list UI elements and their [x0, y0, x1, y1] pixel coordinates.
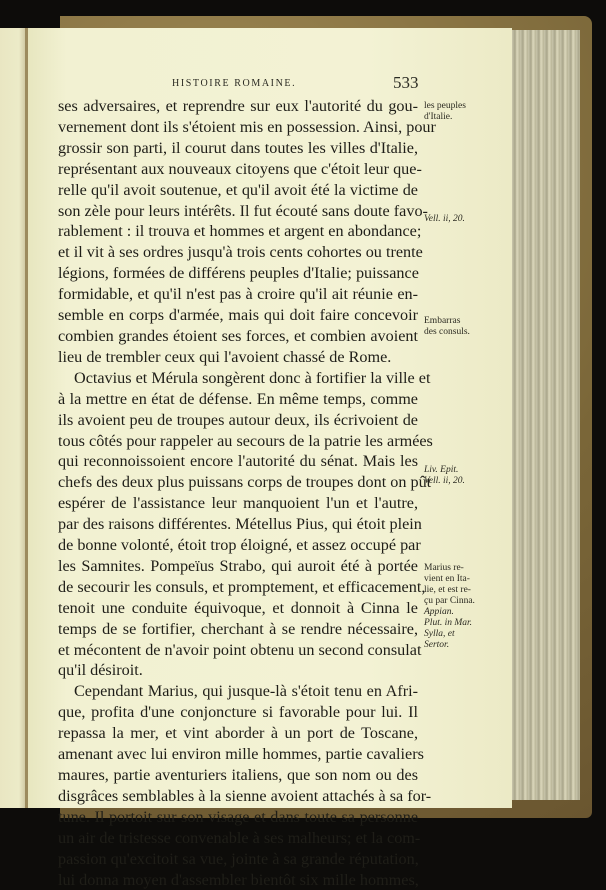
margin-note-line: çu par Cinna.	[424, 596, 475, 606]
margin-note-line: Sertor.	[424, 640, 450, 650]
body-text	[58, 96, 436, 890]
facing-page-edge	[0, 28, 27, 808]
margin-note-marius	[424, 563, 475, 607]
text-line: que, profita d'une conjoncture si favorable pour lui. Il	[58, 703, 418, 722]
margin-note-liv-vell	[424, 465, 465, 487]
text-line: temps de se fortifier, cherchant à se rendre nécessaire,	[58, 619, 418, 638]
margin-note-line: Appian.	[424, 607, 454, 617]
text-line: lieu de trembler ceux qui l'avoient chassé de Rome.	[58, 347, 392, 366]
text-line: Octavius et Mérula songèrent donc à fortifier la ville et	[74, 368, 431, 387]
text-line: ses adversaires, et reprendre sur eux l'autorité du gou-	[58, 97, 418, 115]
margin-note-line: les peuples	[424, 101, 466, 111]
text-line: et mécontent de n'avoir point obtenu un second consulat	[58, 640, 422, 659]
margin-note-line: Liv. Epit.	[424, 465, 459, 475]
text-line: maures, partie aventuriers italiens, que son nom ou des	[58, 766, 418, 784]
margin-note-line: Sylla, et	[424, 629, 455, 639]
text-line: de bonne volonté, étoit trop éloigné, et assez occupé par	[58, 536, 421, 555]
text-line: et il vit à ses ordres jusqu'à trois cents cohortes ou trente	[58, 243, 423, 262]
text-line: espérer de l'assistance leur manquoient l'un et l'autre,	[58, 494, 418, 513]
margin-note-appian	[424, 607, 472, 651]
text-line: tenoit une conduite équivoque, et donnoit à Cinna le	[58, 598, 418, 617]
margin-note-line: d'Italie.	[424, 112, 453, 122]
margin-note-line: Plut. in Mar.	[424, 618, 473, 628]
gutter	[25, 28, 28, 808]
page-block-edges	[510, 30, 580, 800]
text-line: semble en corps d'armée, mais qui doit faire concevoir	[58, 306, 418, 325]
margin-note-line: vient en Ita-	[424, 574, 470, 584]
text-line: vernement dont ils s'étoient mis en possession. Ainsi, pour	[58, 117, 436, 136]
text-line: les Samnites. Pompeïus Strabo, qui auroit été à portée	[58, 556, 418, 575]
margin-note-line: Vell. ii, 20.	[424, 476, 465, 486]
margin-note-embarras	[424, 316, 470, 338]
margin-note-line: lie, et est re-	[424, 585, 471, 595]
margin-note-peuples	[424, 101, 466, 123]
margin-note-line: Marius re-	[424, 563, 464, 573]
margin-note-line: des consuls.	[424, 327, 470, 337]
text-line: chefs des deux plus puissans corps de troupes dont on pût	[58, 473, 432, 492]
text-line: rablement : il trouva et hommes et argent en abondance;	[58, 222, 422, 241]
text-line: représentant aux nouveaux citoyens que c'étoit leur que-	[58, 159, 422, 178]
text-line: son zèle pour leurs intérêts. Il fut écouté sans doute favo-	[58, 201, 428, 220]
paragraph	[58, 368, 433, 682]
text-line: tune. Il portoit sur son visage et dans toute sa personne	[58, 807, 418, 826]
text-line: relle qu'il avoit soutenue, et qu'il avoit été la victime de	[58, 180, 418, 199]
text-line: un air de tristesse convenable à ses malheurs; et la com-	[58, 828, 421, 847]
text-line: grossir son parti, il courut dans toutes les villes d'Italie,	[58, 138, 418, 157]
paragraph	[58, 681, 432, 890]
margin-note-line: Embarras	[424, 316, 461, 326]
text-line: tous côtés pour rappeler au secours de la patrie les armées	[58, 431, 433, 450]
text-line: amenant avec lui environ mille hommes, partie cavaliers	[58, 745, 424, 764]
text-line: combien grandes étoient ses forces, et combien avoient	[58, 326, 418, 345]
text-line: qui reconnoissoient encore l'autorité du sénat. Mais les	[58, 452, 418, 471]
margin-note-vell	[424, 214, 465, 225]
text-line: légions, formées de différens peuples d'Italie; puissance	[58, 264, 419, 283]
text-line: lui donna moyen d'assembler bientôt six mille hommes,	[58, 870, 419, 889]
text-line: repassa la mer, et vint aborder à un port de Toscane,	[58, 724, 418, 743]
text-line: de secourir les consuls, et promptement, et efficacement,	[58, 577, 426, 596]
paragraph	[58, 96, 436, 368]
margin-note-line: Vell. ii, 20.	[424, 214, 465, 224]
text-line: ils avoient peu de troupes autour deux, ils écrivoient de	[58, 410, 418, 429]
text-line: disgrâces semblables à la sienne avoient attachés à sa for-	[58, 786, 432, 805]
page-number: 533	[393, 73, 419, 92]
text-line: Cependant Marius, qui jusque-là s'étoit tenu en Afri-	[74, 682, 418, 701]
text-line: formidable, et qu'il n'est pas à croire qu'il ait réunie en-	[58, 285, 418, 304]
text-line: qu'il désiroit.	[58, 661, 143, 680]
text-line: passion qu'excitoit sa vue, jointe à sa grande réputation,	[58, 849, 419, 868]
running-head: HISTOIRE ROMAINE.	[172, 78, 297, 89]
text-line: à la mettre en état de défense. En même temps, comme	[58, 389, 418, 408]
text-line: par des raisons différentes. Métellus Pius, qui étoit plein	[58, 515, 422, 534]
